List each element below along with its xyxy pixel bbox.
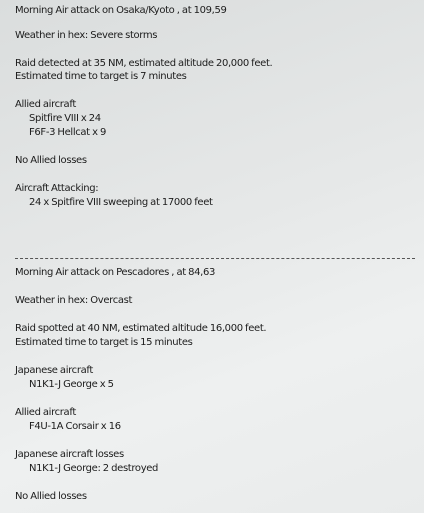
raid-spotted-line: Raid spotted at 40 NM, estimated altitude 16,000 feet. bbox=[15, 323, 267, 334]
attack-header: Morning Air attack on Osaka/Kyoto , at 109,59 bbox=[15, 5, 227, 16]
losses-line: No Allied losses bbox=[15, 155, 87, 166]
aircraft-list-item: F4U-1A Corsair x 16 bbox=[29, 421, 121, 432]
section-divider bbox=[15, 258, 415, 259]
raid-detected-line: Raid detected at 35 NM, estimated altitude 20,000 feet. bbox=[15, 58, 273, 69]
weather-line: Weather in hex: Overcast bbox=[15, 295, 133, 306]
attacking-heading: Aircraft Attacking: bbox=[15, 183, 99, 194]
allied-aircraft-heading: Allied aircraft bbox=[15, 407, 76, 418]
attacking-item: 24 x Spitfire VIII sweeping at 17000 feet bbox=[29, 197, 213, 208]
allied-aircraft-heading: Allied aircraft bbox=[15, 99, 76, 110]
attack-header: Morning Air attack on Pescadores , at 84,63 bbox=[15, 267, 215, 278]
aircraft-list-item: F6F-3 Hellcat x 9 bbox=[29, 127, 106, 138]
aircraft-list-item: N1K1-J George x 5 bbox=[29, 379, 114, 390]
eta-line: Estimated time to target is 15 minutes bbox=[15, 337, 193, 348]
eta-line: Estimated time to target is 7 minutes bbox=[15, 71, 187, 82]
aircraft-list-item: Spitfire VIII x 24 bbox=[29, 113, 101, 124]
japanese-losses-heading: Japanese aircraft losses bbox=[15, 449, 124, 460]
loss-item: N1K1-J George: 2 destroyed bbox=[29, 463, 159, 474]
japanese-aircraft-heading: Japanese aircraft bbox=[15, 365, 93, 376]
losses-line: No Allied losses bbox=[15, 491, 87, 502]
weather-line: Weather in hex: Severe storms bbox=[15, 30, 158, 41]
